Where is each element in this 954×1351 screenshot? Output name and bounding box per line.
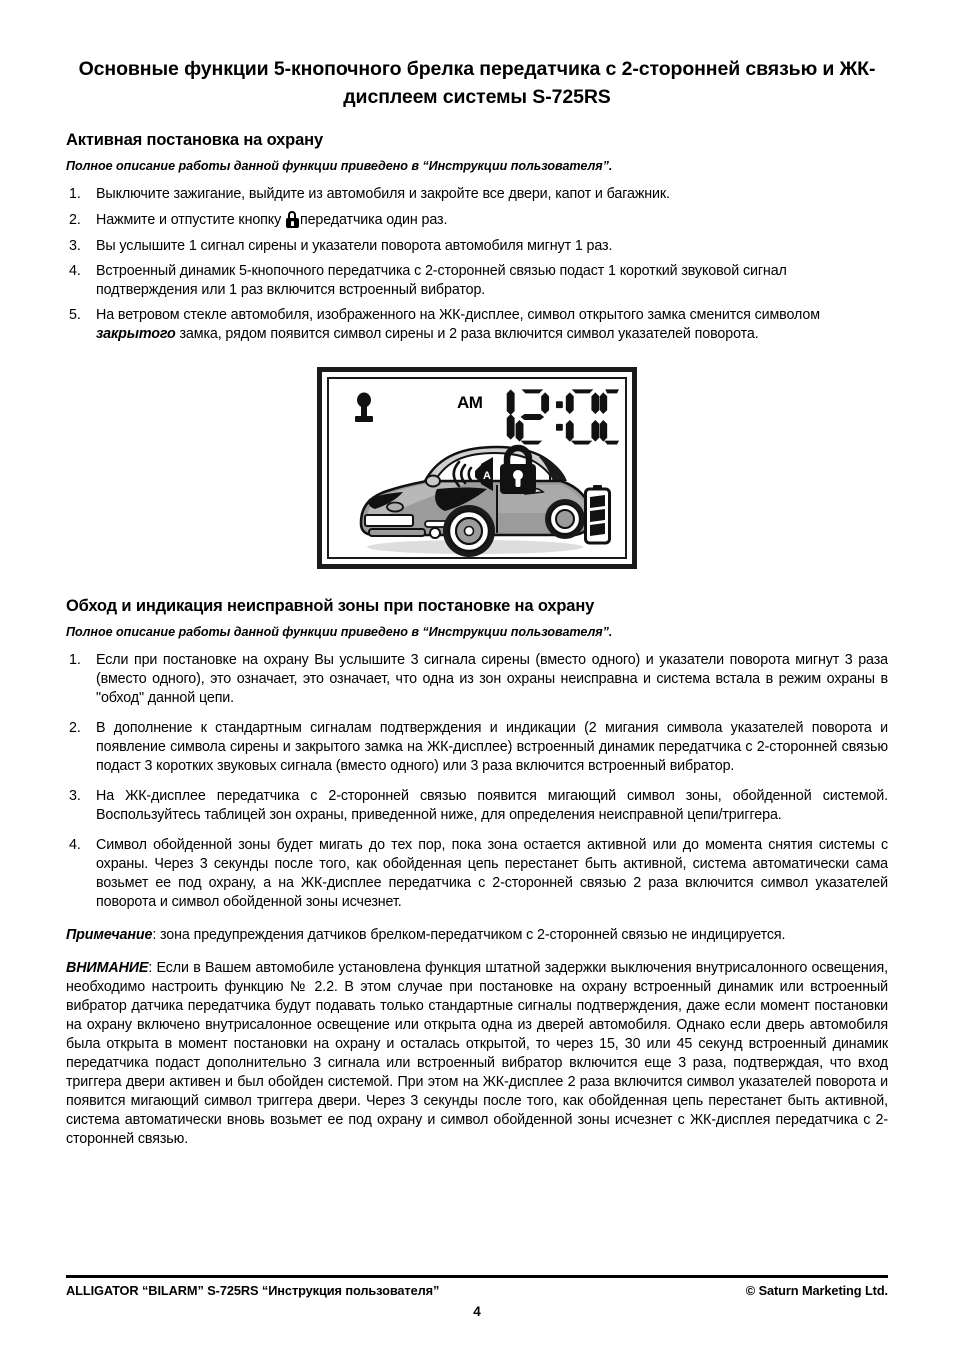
section-heading-bypass-zone: Обход и индикация неисправной зоны при постановке на охрану	[66, 597, 595, 616]
step-text: Вы услышите 1 сигнал сирены и указатели поворота автомобиля мигнут 1 раз.	[96, 237, 613, 254]
svg-text:A: A	[483, 470, 491, 483]
list-item	[66, 237, 888, 256]
footer-row	[66, 1283, 888, 1298]
step-list-bypass-zone	[66, 651, 888, 912]
lcd-frame	[317, 367, 637, 569]
step-text: Выключите зажигание, выйдите из автомобиля и закройте все двери, капот и багажник.	[96, 186, 670, 203]
warning-label: ВНИМАНИЕ	[66, 960, 149, 977]
lcd-display-figure	[66, 367, 888, 569]
footer-right-text: © Saturn Marketing Ltd.	[745, 1283, 888, 1298]
note-label: Примечание	[66, 927, 153, 944]
step-text: Встроенный динамик 5-кнопочного передатчика с 2-сторонней связью подаст 1 короткий звуковой сигнал подтверждения или 1 раз включится встроенный вибратор.	[96, 263, 787, 298]
step-text: Если при постановке на охрану Вы услышите 3 сигнала сирены (вместо одного) и указатели поворота мигнут 3 раза (вместо одного), это означает, это означает, что одна из зон охраны неисправна и система встала в режим охраны в "обход" данной цепи.	[96, 652, 888, 707]
step-text: На ветровом стекле автомобиля, изображенного на ЖК-дисплее, символ открытого замка сменится символом	[96, 307, 820, 324]
footer-left-text: ALLIGATOR “BILARM” S-725RS “Инструкция пользователя”	[66, 1283, 440, 1298]
section-heading-active-arming: Активная постановка на охрану	[66, 131, 323, 150]
list-item	[66, 185, 888, 204]
step-list-active-arming	[66, 185, 888, 343]
list-item	[66, 306, 888, 343]
section-note-bypass-zone: Полное описание работы данной функции приведено в “Инструкции пользователя”.	[66, 625, 613, 640]
step-text: Нажмите и отпустите кнопку	[96, 211, 285, 228]
battery-full-icon	[584, 485, 611, 545]
note-paragraph	[66, 926, 888, 945]
step-text: Символ обойденной зоны будет мигать до тех пор, пока зона остается активной или до момента снятия системы с охраны. Через 3 секунды после того, как обойденная цепь перестанет быть активной, система автоматически сама возьмет ее под охрану, а на ЖК-дисплее передатчика с 2-сторонней связью 2 раза включится символ указателей поворота и символ обойденной зоны исчезнет.	[96, 837, 888, 911]
list-item	[66, 787, 888, 825]
page-footer	[66, 1275, 888, 1319]
lcd-screen	[327, 377, 627, 559]
step-text-tail: замка, рядом появится символ сирены и 2 раза включится символ указателей поворота.	[175, 325, 759, 342]
list-item	[66, 836, 888, 912]
page-title: Основные функции 5-кнопочного брелка передатчика с 2-сторонней связью и ЖК-дисплеем системы S-725RS	[78, 58, 876, 108]
list-item	[66, 651, 888, 708]
closed-padlock-icon	[286, 211, 299, 228]
car-illustration	[347, 437, 599, 557]
step-text: На ЖК-дисплее передатчика с 2-сторонней связью появится мигающий символ зоны, обойденной системой. Воспользуйтесь таблицей зон охраны, приведенной ниже, для определения неисправной цепи/триггера.	[96, 788, 888, 824]
warning-body: : Если в Вашем автомобиле установлена функция штатной задержки выключения внутрисалонного освещения, необходимо настроить функцию № 2.2. В этом случае при постановке на охрану встроенный динамик или встроенный вибратор датчика передатчика будут подавать только стандартные сигналы подтверждения, даже если момент постановки на охрану включено внутрисалонное освещение или открыта одна из дверей автомобиля. Однако если дверь автомобиля была открыта в момент постановки на охрану и осталась открытой, то через 15, 30 или 45 секунд встроенный динамик передатчика подаст дополнительно 3 сигнала или встроенный вибратор включится еще 3 раза, подтверждая, что вход триггера двери активен и был обойден системой. При этом на ЖК-дисплее 2 раза включится символ указателей поворота и появится мигающий символ триггера двери. Через 3 секунды после того, как обойденная цепь перестанет быть активной, система автоматически вновь возьмет ее под охрану и символ обойденной зоны исчезнет с ЖК-дисплея передатчика с 2-сторонней связью.	[66, 960, 888, 1148]
list-item	[66, 719, 888, 776]
warning-paragraph	[66, 959, 888, 1149]
antenna-icon	[351, 392, 377, 424]
step-emphasis: закрытого	[96, 325, 176, 342]
step-text: В дополнение к стандартным сигналам подтверждения и индикации (2 мигания символа указателей поворота и появление символа сирены и закрытого замка на ЖК-дисплее) встроенный динамик передатчика с 2-сторонней связью подаст 3 коротких звуковых сигнала (вместо одного) или 3 раза включится встроенный вибратор.	[96, 720, 888, 775]
am-indicator: AM	[457, 393, 483, 413]
list-item	[66, 211, 888, 230]
list-item	[66, 262, 888, 299]
step-text-tail: передатчика один раз.	[299, 211, 448, 228]
note-body: : зона предупреждения датчиков брелком-передатчиком с 2-сторонней связью не индицируется.	[152, 927, 786, 944]
section-note-active-arming: Полное описание работы данной функции приведено в “Инструкции пользователя”.	[66, 159, 613, 174]
footer-divider	[66, 1275, 888, 1278]
page-number: 4	[473, 1304, 481, 1319]
